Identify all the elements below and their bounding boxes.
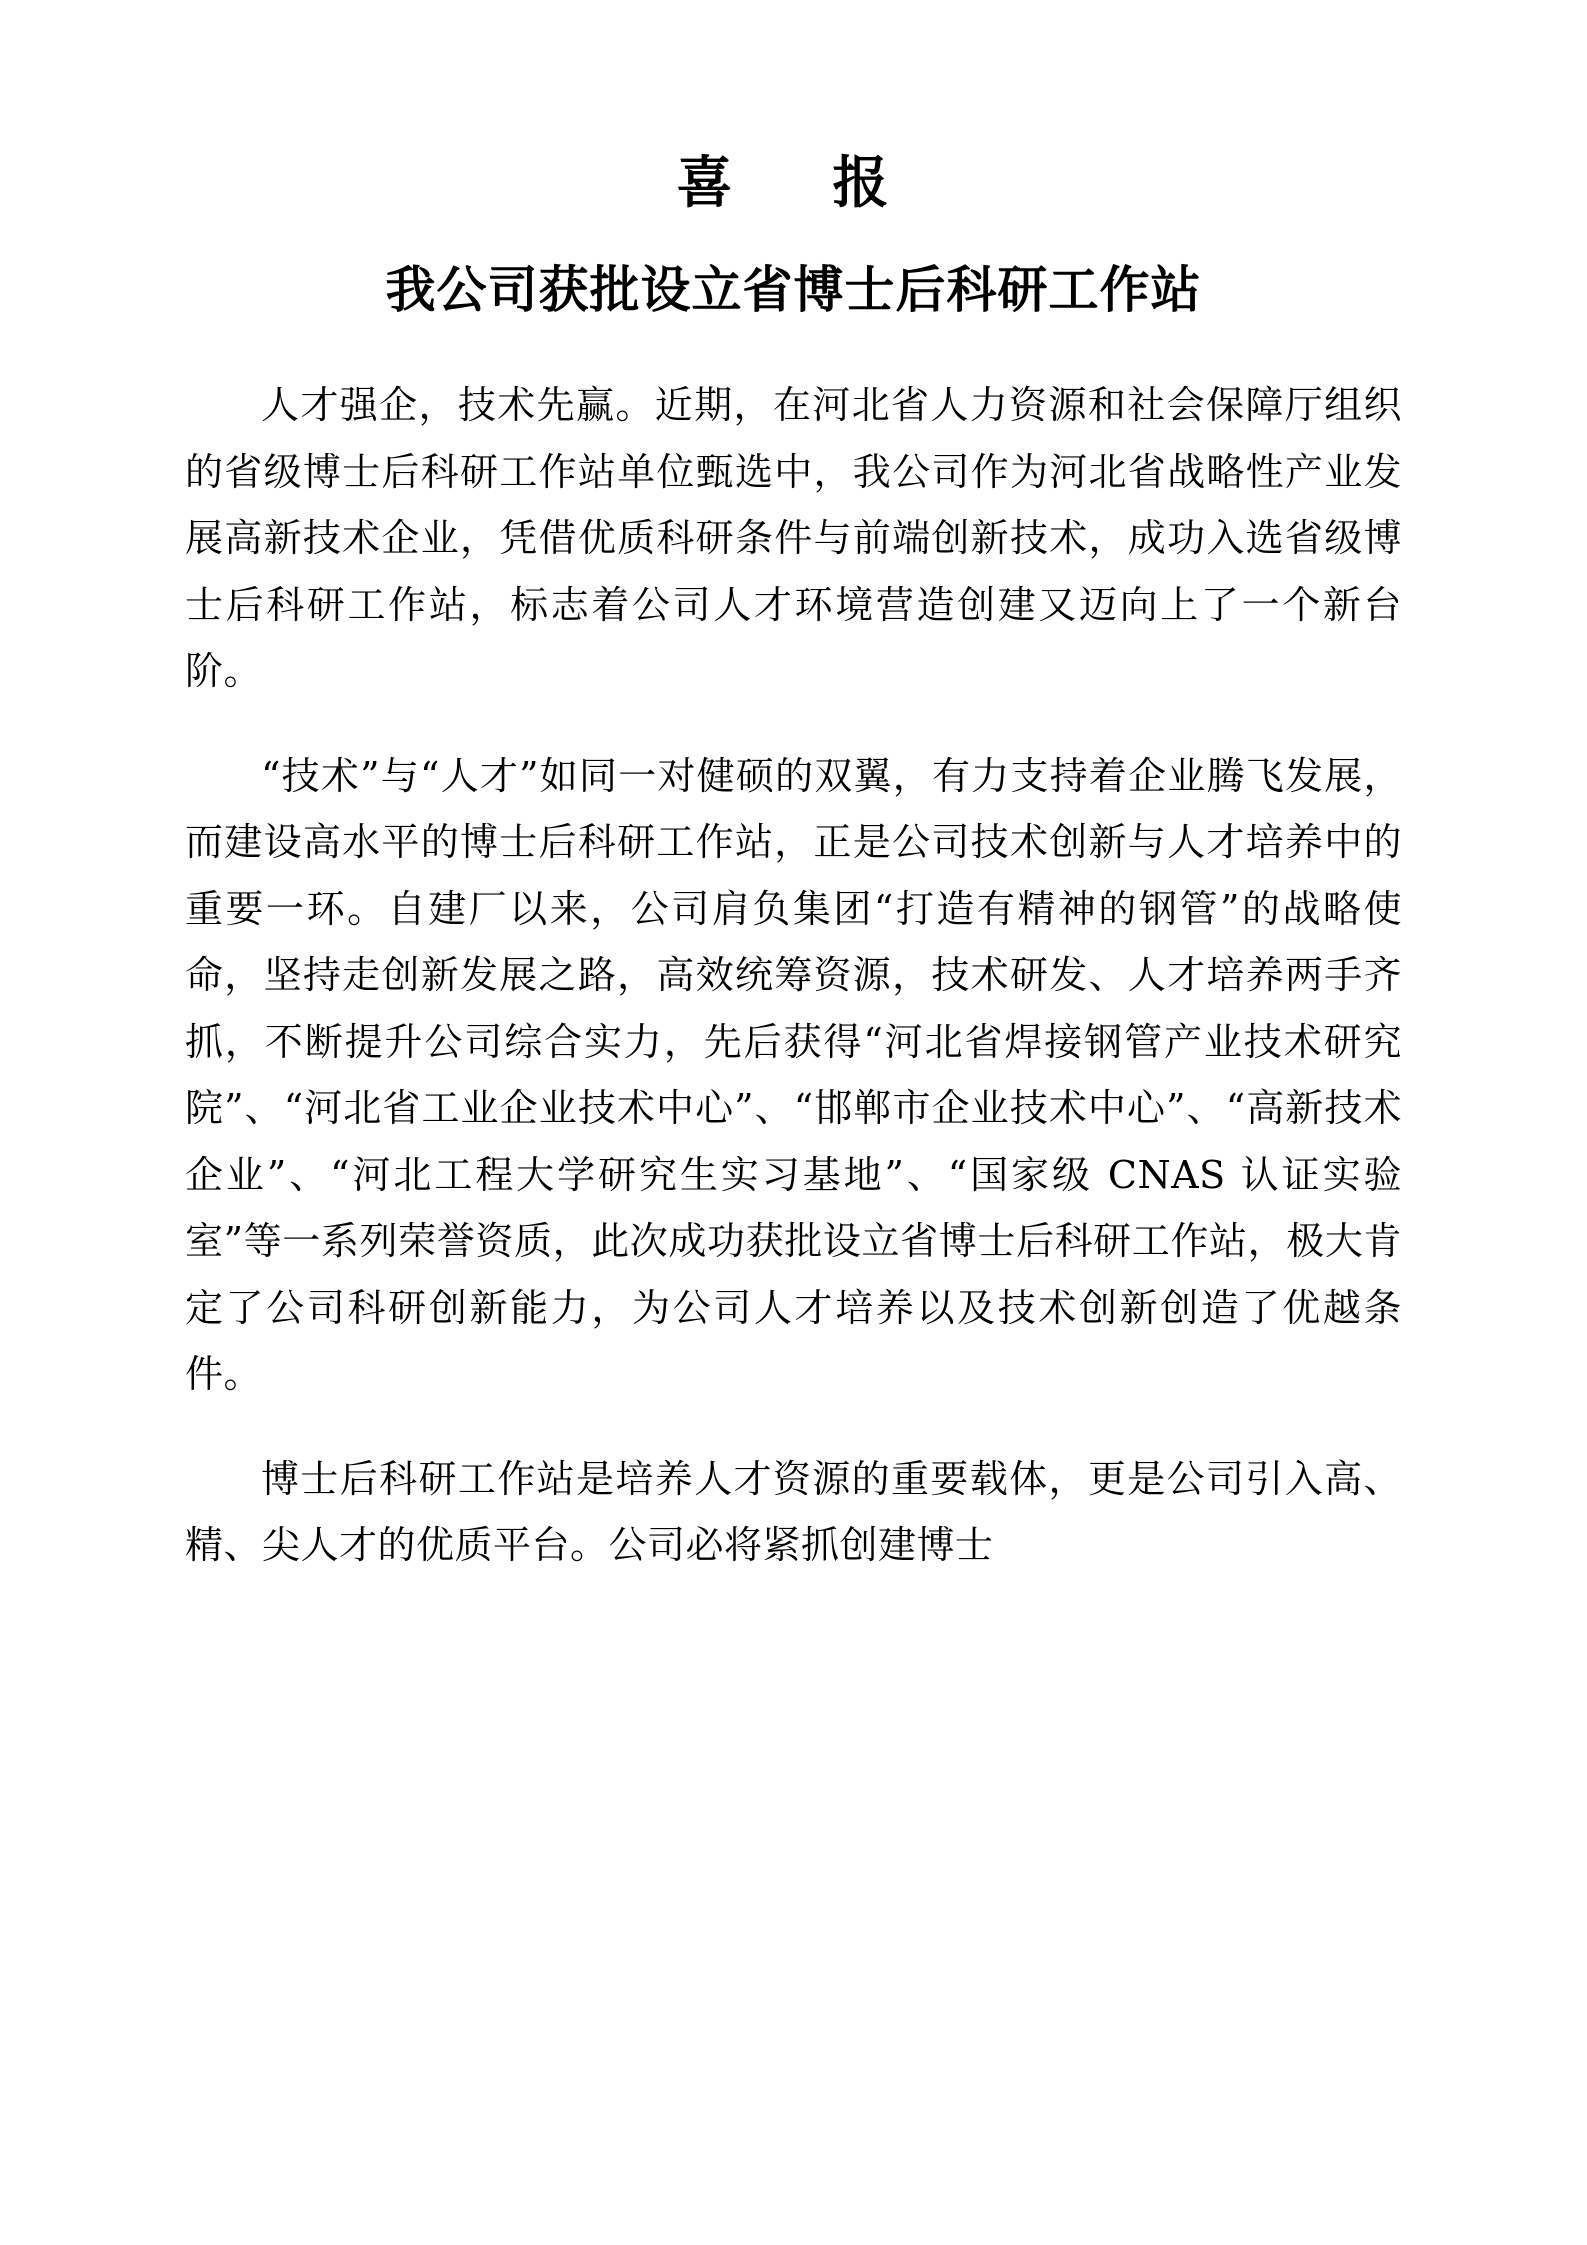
document-header: 喜 报 [676,150,911,216]
body-paragraph: 博士后科研工作站是培养人才资源的重要载体，更是公司引入高、精、尖人才的优质平台。公司必将紧抓创建博士 [185,1456,1402,1568]
body-paragraph: “技术”与“人才”如同一对健硕的双翼，有力支持着企业腾飞发展，而建设高水平的博士后科研工作站，正是公司技术创新与人才培养中的重要一环。自建厂以来，公司肩负集团“打造有精神的钢管”的战略使命，坚持走创新发展之路，高效统筹资源，技术研发、人才培养两手齐抓，不断提升公司综合实力，先后获得“河北省焊接钢管产业技术研究院”、“河北省工业企业技术中心”、“邯郸市企业技术中心”、“高新技术企业”、“河北工程大学研究生实习基地”、“国家级 CNAS 认证实验室”等一系列荣誉资质，此次成功获批设立省博士后科研工作站，极大肯定了公司科研创新能力，为公司人才培养以及技术创新创造了优越条件。 [185,753,1402,1397]
page-title: 我公司获批设立省博士后科研工作站 [385,260,1202,320]
body-paragraph: 人才强企，技术先赢。近期，在河北省人力资源和社会保障厅组织的省级博士后科研工作站单位甄选中，我公司作为河北省战略性产业发展高新技术企业，凭借优质科研条件与前端创新技术，成功入选省级博士后科研工作站，标志着公司人才环境营造创建又迈向上了一个新台阶。 [185,383,1402,694]
